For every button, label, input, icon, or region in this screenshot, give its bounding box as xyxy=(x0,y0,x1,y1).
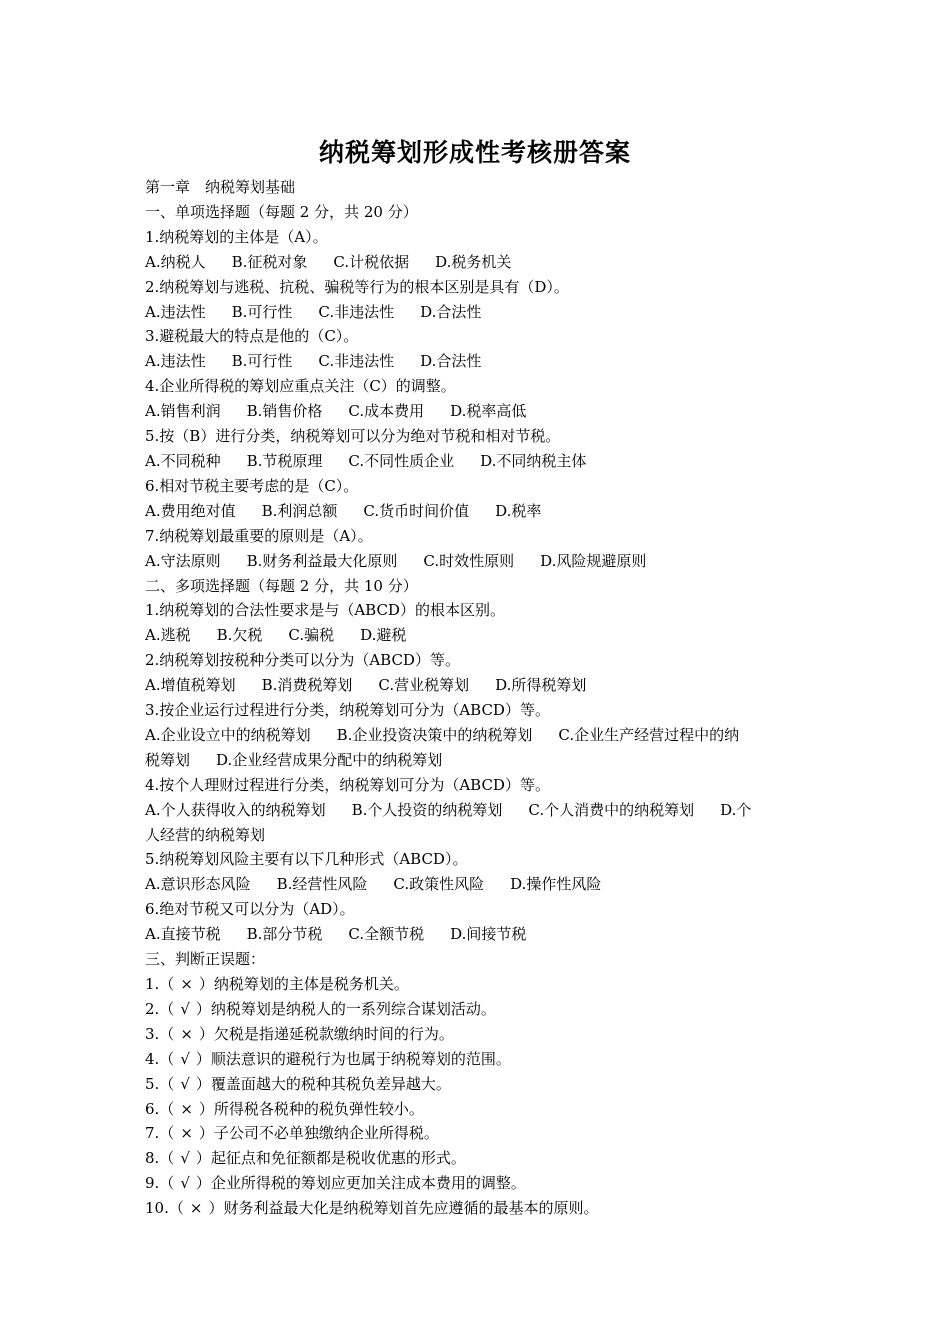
options-row-continued xyxy=(145,748,810,773)
judgment-text: ）覆盖面越大的税种其税负差异越大。 xyxy=(195,1074,451,1093)
option: D.间接节税 xyxy=(450,925,527,944)
option: C.营业税筹划 xyxy=(378,676,470,695)
options-row xyxy=(145,798,810,823)
judgment-mark: √ xyxy=(180,1174,190,1193)
option: D.合法性 xyxy=(420,352,482,371)
option: C.骗税 xyxy=(288,626,335,645)
question: 6.相对节税主要考虑的是（C）。 xyxy=(145,476,359,495)
option: C.非违法性 xyxy=(318,352,395,371)
judgment-item xyxy=(145,1072,810,1097)
option: A.意识形态风险 xyxy=(145,875,251,894)
judgment-number: 6.（ xyxy=(145,1099,175,1118)
option: C.时效性原则 xyxy=(423,551,515,570)
judgment-text: ）企业所得税的筹划应更加关注成本费用的调整。 xyxy=(195,1174,526,1193)
option: B.欠税 xyxy=(216,626,263,645)
option: C.个人消费中的纳税筹划 xyxy=(528,800,695,819)
option: A.守法原则 xyxy=(145,551,221,570)
judgment-item xyxy=(145,972,810,997)
option: B.部分节税 xyxy=(246,925,323,944)
section-heading-judge: 三、判断正误题： xyxy=(145,950,266,969)
option: A.不同税种 xyxy=(145,451,221,470)
judgment-mark: × xyxy=(180,1099,193,1118)
option: D.税率高低 xyxy=(450,402,527,421)
option: B.财务利益最大化原则 xyxy=(246,551,398,570)
judgment-text: ）欠税是指递延税款缴纳时间的行为。 xyxy=(198,1024,454,1043)
judgment-item xyxy=(145,1196,810,1221)
option: D.避税 xyxy=(360,626,407,645)
question: 5.纳税筹划风险主要有以下几种形式（ABCD）。 xyxy=(145,850,468,869)
option: D.合法性 xyxy=(420,302,482,321)
option: B.经营性风险 xyxy=(276,875,368,894)
judgment-mark: √ xyxy=(180,1049,190,1068)
option: A.费用绝对值 xyxy=(145,501,236,520)
question: 1.纳税筹划的合法性要求是与（ABCD）的根本区别。 xyxy=(145,601,505,620)
judgment-item xyxy=(145,1047,810,1072)
option: B.节税原理 xyxy=(246,451,323,470)
judgment-item xyxy=(145,1097,810,1122)
judgment-mark: √ xyxy=(180,1074,190,1093)
judgment-number: 1.（ xyxy=(145,975,175,993)
judgment-item xyxy=(145,997,810,1022)
option: C.不同性质企业 xyxy=(348,451,455,470)
option: A.违法性 xyxy=(145,352,206,371)
options-row-continued xyxy=(145,823,810,848)
judgment-text: ）起征点和免征额都是税收优惠的形式。 xyxy=(195,1149,466,1168)
judgment-number: 8.（ xyxy=(145,1149,175,1168)
question: 2.纳税筹划按税种分类可以分为（ABCD）等。 xyxy=(145,651,460,670)
option: C.非违法性 xyxy=(318,302,395,321)
judgment-text: ）纳税筹划是纳税人的一系列综合谋划活动。 xyxy=(195,999,496,1018)
judgment-item xyxy=(145,1146,810,1171)
options-row xyxy=(145,349,810,374)
options-row xyxy=(145,549,810,574)
judgment-number: 7.（ xyxy=(145,1124,175,1143)
option: A.企业设立中的纳税筹划 xyxy=(145,725,311,744)
option: B.销售价格 xyxy=(246,402,323,421)
options-row xyxy=(145,922,810,947)
options-row xyxy=(145,673,810,698)
judgment-mark: × xyxy=(180,1124,193,1143)
option: A.纳税人 xyxy=(145,252,206,271)
chapter-heading: 第一章 纳税筹划基础 xyxy=(145,178,296,196)
options-row xyxy=(145,399,810,424)
option: C.计税依据 xyxy=(333,252,410,271)
option: A.直接节税 xyxy=(145,925,221,944)
judgment-item xyxy=(145,1022,810,1047)
option: B.征税对象 xyxy=(231,252,308,271)
option: D.个 xyxy=(720,800,752,819)
section-heading-single: 一、单项选择题（每题 2 分，共 20 分） xyxy=(145,202,418,221)
option: A.违法性 xyxy=(145,302,206,321)
options-row xyxy=(145,623,810,648)
judgment-text: ）纳税筹划的主体是税务机关。 xyxy=(198,975,409,993)
judgment-mark: × xyxy=(180,975,193,993)
judgment-item xyxy=(145,1121,810,1146)
option: D.不同纳税主体 xyxy=(480,451,587,470)
question: 5.按（B）进行分类，纳税筹划可以分为绝对节税和相对节税。 xyxy=(145,427,561,446)
option: B.企业投资决策中的纳税筹划 xyxy=(336,725,533,744)
option: D.操作性风险 xyxy=(510,875,602,894)
judgment-item xyxy=(145,1171,810,1196)
judgment-text: ）财务利益最大化是纳税筹划首先应遵循的最基本的原则。 xyxy=(208,1199,599,1218)
option-continued: 税筹划 xyxy=(145,750,191,769)
page-title: 纳税筹划形成性考核册答案 xyxy=(318,138,631,167)
option: D.税务机关 xyxy=(435,252,512,271)
options-row xyxy=(145,300,810,325)
option: C.全额节税 xyxy=(348,925,425,944)
question: 1.纳税筹划的主体是（A）。 xyxy=(145,227,328,246)
option: A.个人获得收入的纳税筹划 xyxy=(145,800,326,819)
option: C.成本费用 xyxy=(348,402,425,421)
options-row xyxy=(145,723,810,748)
option: C.政策性风险 xyxy=(393,875,485,894)
options-row xyxy=(145,872,810,897)
judgment-mark: × xyxy=(180,1024,193,1043)
question: 4.企业所得税的筹划应重点关注（C）的调整。 xyxy=(145,377,456,396)
options-row xyxy=(145,499,810,524)
judgment-number: 4.（ xyxy=(145,1049,175,1068)
question: 7.纳税筹划最重要的原则是（A）。 xyxy=(145,526,373,545)
option: A.销售利润 xyxy=(145,402,221,421)
option: D.税率 xyxy=(495,501,542,520)
judgment-mark: × xyxy=(189,1199,203,1218)
judgment-number: 3.（ xyxy=(145,1024,175,1043)
judgment-mark: √ xyxy=(180,999,190,1018)
section-heading-multi: 二、多项选择题（每题 2 分，共 10 分） xyxy=(145,576,418,595)
option-continued: 人经营的纳税筹划 xyxy=(145,825,266,844)
judgment-number: 2.（ xyxy=(145,999,175,1018)
option: D.风险规避原则 xyxy=(540,551,647,570)
option: A.增值税筹划 xyxy=(145,676,236,695)
judgment-number: 10.（ xyxy=(145,1199,184,1218)
option: B.消费税筹划 xyxy=(261,676,353,695)
document-body xyxy=(145,175,810,1221)
judgment-text: ）子公司不必单独缴纳企业所得税。 xyxy=(198,1124,439,1143)
judgment-number: 5.（ xyxy=(145,1074,175,1093)
options-row xyxy=(145,250,810,275)
options-row xyxy=(145,449,810,474)
question: 3.按企业运行过程进行分类，纳税筹划可分为（ABCD）等。 xyxy=(145,701,550,720)
question: 3.避税最大的特点是他的（C）。 xyxy=(145,327,359,346)
option: B.利润总额 xyxy=(261,501,338,520)
option: C.企业生产经营过程中的纳 xyxy=(558,725,740,744)
question: 2.纳税筹划与逃税、抗税、骗税等行为的根本区别是具有（D）。 xyxy=(145,277,569,296)
question: 4.按个人理财过程进行分类，纳税筹划可分为（ABCD）等。 xyxy=(145,775,550,794)
option: D.企业经营成果分配中的纳税筹划 xyxy=(216,750,443,769)
judgment-mark: √ xyxy=(180,1149,190,1168)
option: B.可行性 xyxy=(231,352,293,371)
judgment-text: ）所得税各税种的税负弹性较小。 xyxy=(198,1099,424,1118)
option: B.个人投资的纳税筹划 xyxy=(351,800,503,819)
option: B.可行性 xyxy=(231,302,293,321)
option: A.逃税 xyxy=(145,626,191,645)
question: 6.绝对节税又可以分为（AD）。 xyxy=(145,900,355,919)
option: C.货币时间价值 xyxy=(363,501,470,520)
judgment-text: ）顺法意识的避税行为也属于纳税筹划的范围。 xyxy=(195,1049,511,1068)
option: D.所得税筹划 xyxy=(495,676,587,695)
judgment-number: 9.（ xyxy=(145,1174,175,1193)
